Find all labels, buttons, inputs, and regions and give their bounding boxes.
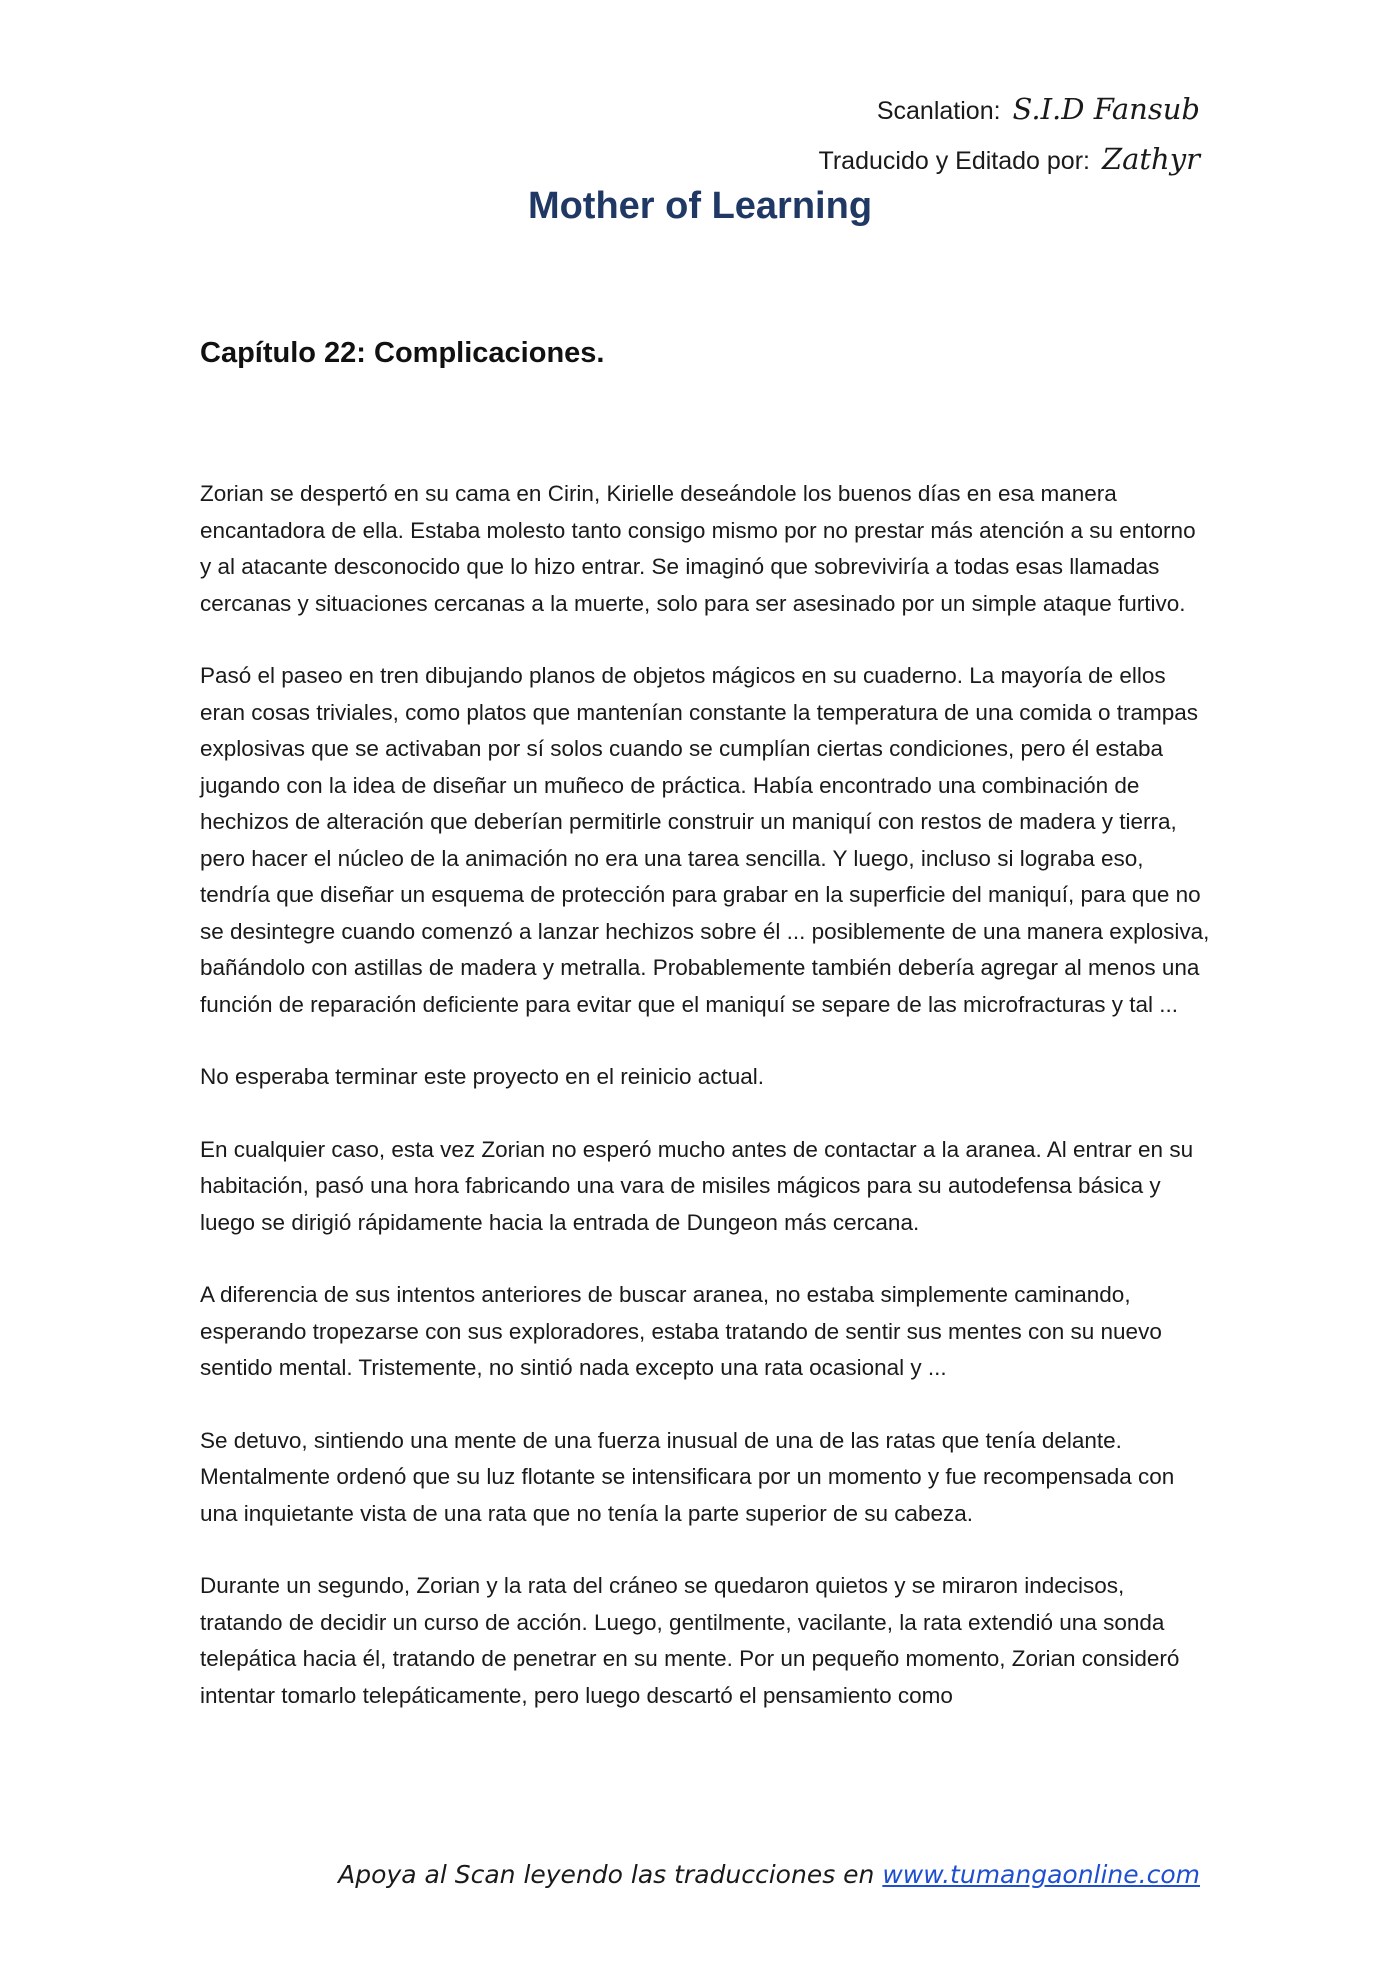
translator-name: Zathyr [1101,142,1200,176]
paragraph: Durante un segundo, Zorian y la rata del cráneo se quedaron quietos y se miraron indecisos, tratando de decidir un curso de acción. Luego, gentilmente, vacilante, la rata extendió una sonda telepática hacia él, tratando de penetrar en su mente. Por un pequeño momento, Zorian consideró intentar tomarlo telepáticamente, pero luego descartó el pensamiento como [200,1573,1180,1708]
paragraph: No esperaba terminar este proyecto en el reinicio actual. [200,1064,765,1089]
paragraph: Pasó el paseo en tren dibujando planos de objetos mágicos en su cuaderno. La mayoría de ellos eran cosas triviales, como platos que mantenían constante la temperatura de una comida o trampas explosivas que se activaban por sí solos cuando se cumplían ciertas condiciones, pero él estaba jugando con la idea de diseñar un muñeco de práctica. Había encontrado una combinación de hechizos de alteración que deberían permitirle construir un maniquí con restos de madera y tierra, pero hacer el núcleo de la animación no era una tarea sencilla. Y luego, incluso si lograba eso, tendría que diseñar un esquema de protección para grabar en la superficie del maniquí, para que no se desintegre cuando comenzó a lanzar hechizos sobre él ... posiblemente de una manera explosiva, bañándolo con astillas de madera y metralla. Probablemente también debería agregar al menos una función de reparación deficiente para evitar que el maniquí se separe de las microfracturas y tal ... [200,663,1210,1017]
paragraph: A diferencia de sus intentos anteriores de buscar aranea, no estaba simplemente caminando, esperando tropezarse con sus exploradores, estaba tratando de sentir sus mentes con su nuevo sentido mental. Tristemente, no sintió nada excepto una rata ocasional y ... [200,1282,1162,1380]
scanlation-credit [877,92,1200,126]
footer-link[interactable]: www.tumangaonline.com [882,1860,1200,1889]
paragraph: Se detuvo, sintiendo una mente de una fuerza inusual de una de las ratas que tenía delante. Mentalmente ordenó que su luz flotante se intensificara por un momento y fue recompensada con una inquietante vista de una rata que no tenía la parte superior de su cabeza. [200,1427,1175,1526]
document-title: Mother of Learning [527,185,873,227]
scanlation-group-name: S.I.D Fansub [1012,92,1200,126]
translator-credit [819,142,1200,176]
chapter-heading: Capítulo 22: Complicaciones. [200,337,605,369]
translator-label: Traducido y Editado por: [818,147,1090,175]
scanlation-label: Scanlation: [876,97,1001,125]
chapter-body [200,476,1210,1750]
footer-note [338,1860,1200,1889]
paragraph: En cualquier caso, esta vez Zorian no esperó mucho antes de contactar a la aranea. Al entrar en su habitación, pasó una hora fabricando una vara de misiles mágicos para su autodefensa básica y luego se dirigió rápidamente hacia la entrada de Dungeon más cercana. [200,1136,1194,1235]
footer-text: Apoya al Scan leyendo las traducciones en [338,1860,875,1889]
paragraph: Zorian se despertó en su cama en Cirin, Kirielle deseándole los buenos días en esa manera encantadora de ella. Estaba molesto tanto consigo mismo por no prestar más atención a su entorno y al atacante desconocido que lo hizo entrar. Se imaginó que sobreviviría a todas esas llamadas cercanas y situaciones cercanas a la muerte, solo para ser asesinado por un simple ataque furtivo. [200,481,1196,616]
